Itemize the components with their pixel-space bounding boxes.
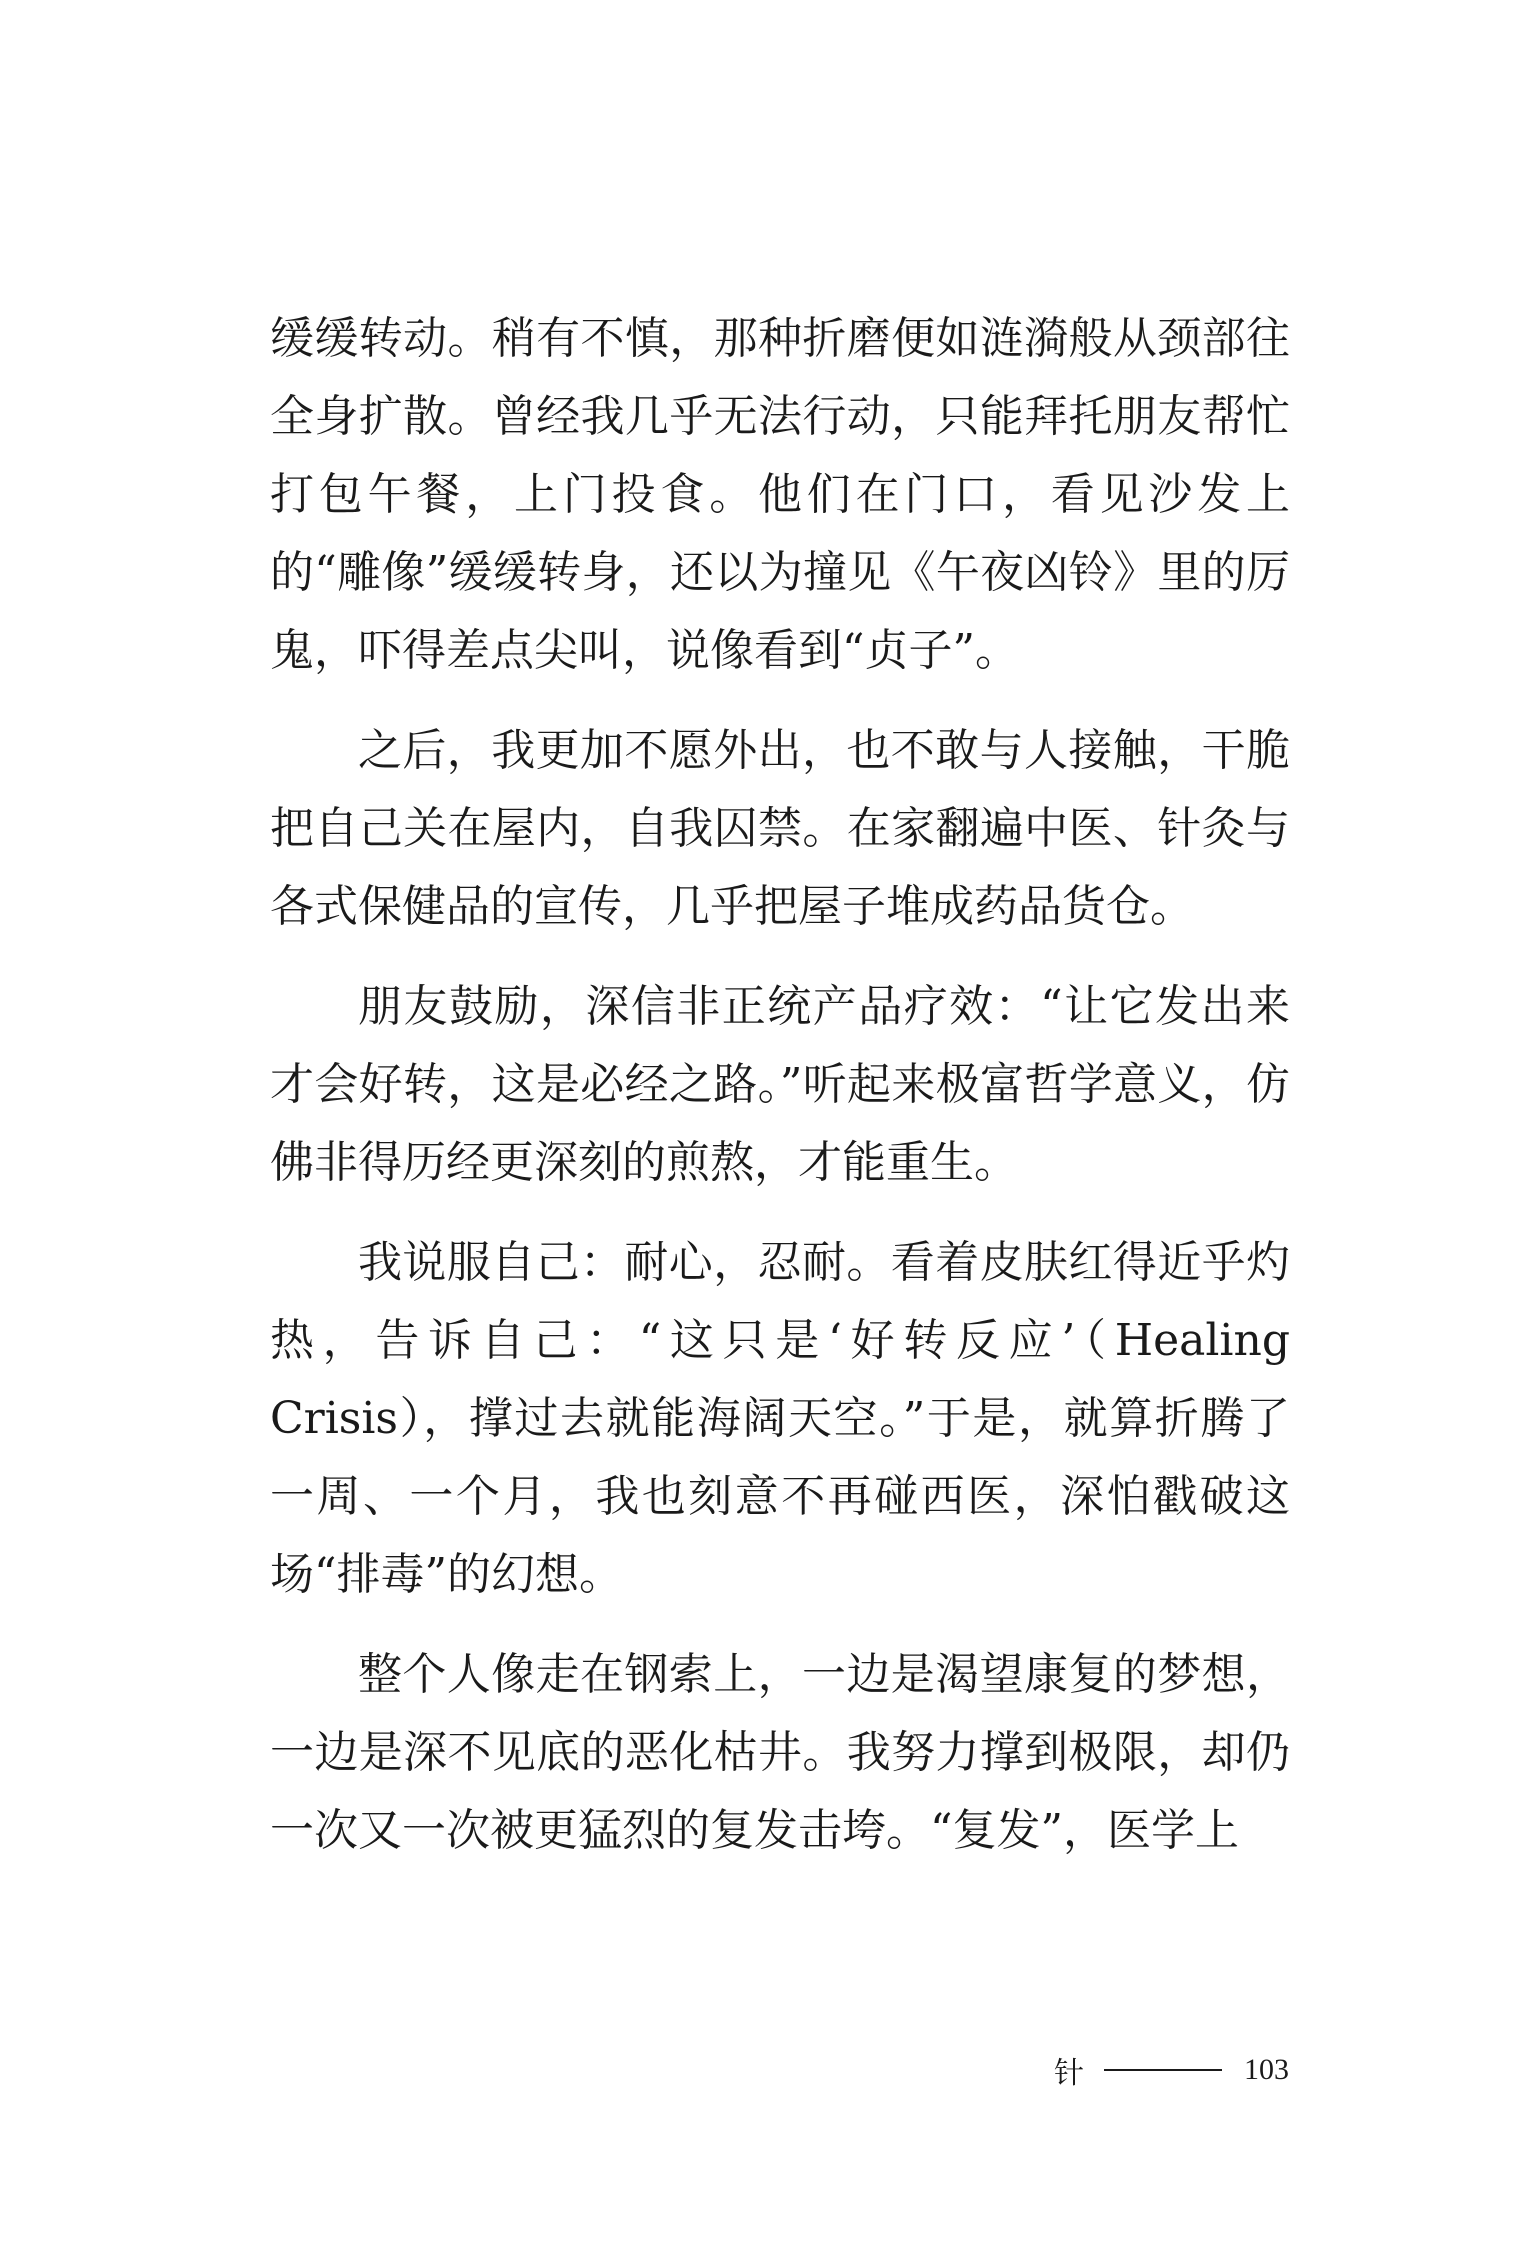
paragraph-2: 之后，我更加不愿外出，也不敢与人接触，干脆把自己关在屋内，自我囚禁。在家翻遍中医、针灸与各式保健品的宣传，几乎把屋子堆成药品货仓。 — [270, 725, 1290, 932]
paragraph-1: 缓缓转动。稍有不慎，那种折磨便如涟漪般从颈部往全身扩散。曾经我几乎无法行动，只能拜托朋友帮忙打包午餐，上门投食。他们在门口，看见沙发上的“雕像”缓缓转身，还以为撞见《午夜凶铃》里的厉鬼，吓得差点尖叫，说像看到“贞子”。 — [270, 313, 1290, 676]
body-text — [270, 300, 1290, 1892]
page-footer — [1054, 2048, 1289, 2092]
page-number: 103 — [1244, 2053, 1289, 2086]
paragraph-3: 朋友鼓励，深信非正统产品疗效：“让它发出来才会好转，这是必经之路。”听起来极富哲学意义，仿佛非得历经更深刻的煎熬，才能重生。 — [270, 981, 1290, 1188]
paragraph-5: 整个人像走在钢索上，一边是渴望康复的梦想，一边是深不见底的恶化枯井。我努力撑到极限，却仍一次又一次被更猛烈的复发击垮。“复发”，医学上 — [270, 1649, 1290, 1856]
running-title: 针 — [1054, 2056, 1084, 2091]
paragraph-4: 我说服自己：耐心，忍耐。看着皮肤红得近乎灼热，告诉自己：“这只是‘好转反应’（Healing Crisis），撑过去就能海阔天空。”于是，就算折腾了一周、一个月，我也刻意不再碰西医，深怕戳破这场“排毒”的幻想。 — [270, 1237, 1290, 1600]
footer-rule — [1104, 2069, 1222, 2071]
